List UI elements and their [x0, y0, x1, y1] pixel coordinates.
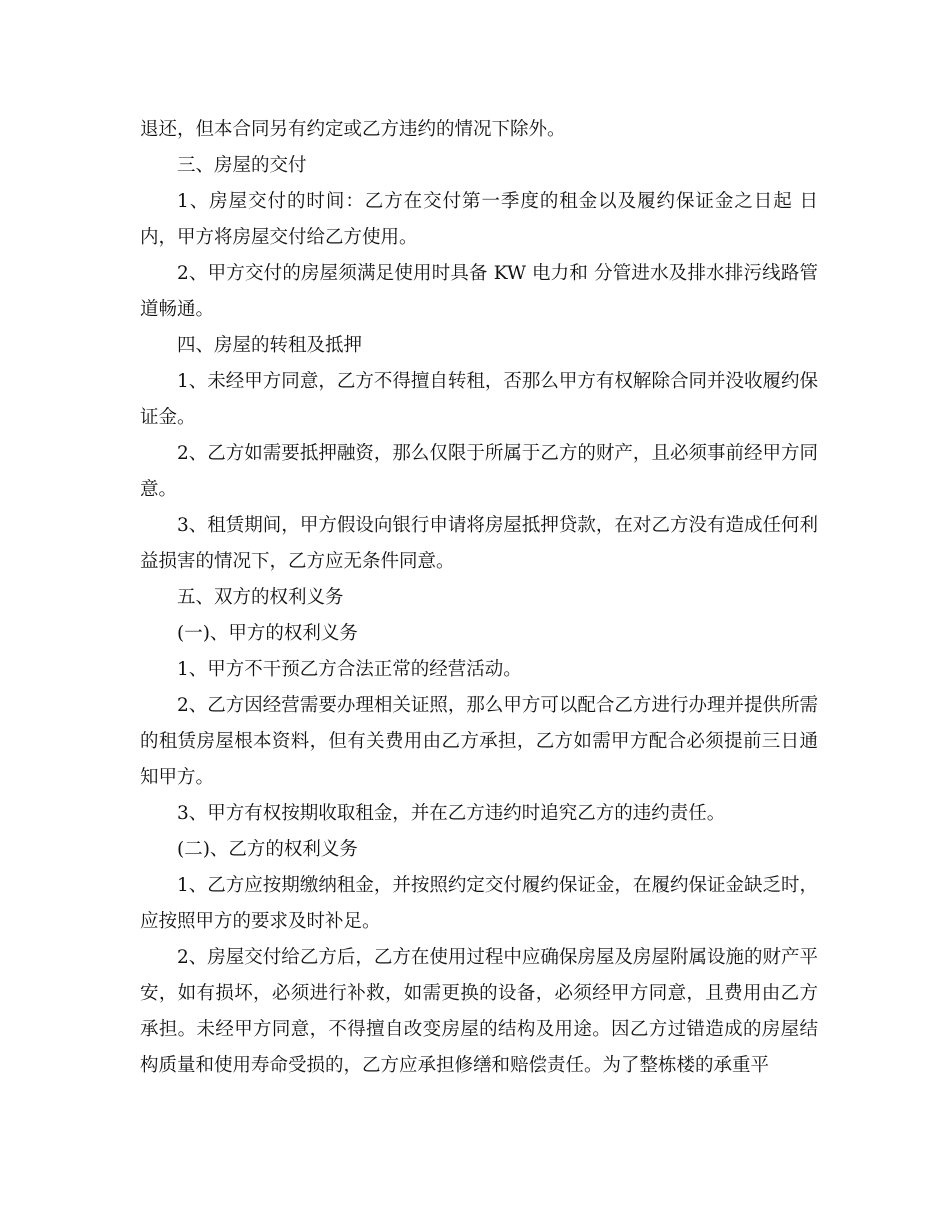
section-heading-delivery: 三、房屋的交付	[177, 155, 307, 176]
paragraph-party-a-2: 2、乙方因经营需要办理相关证照，那么甲方可以配合乙方进行办理并提供所需的租赁房屋根本资料，但有关费用由乙方承担，乙方如需甲方配合必须提前三日通知甲方。	[140, 695, 818, 788]
contract-text-body	[140, 112, 818, 1084]
paragraph-continuation: 退还，但本合同另有约定或乙方违约的情况下除外。	[140, 119, 566, 140]
paragraph-party-a-3: 3、甲方有权按期收取租金，并在乙方违约时追究乙方的违约责任。	[177, 803, 726, 824]
paragraph-sublease-1: 1、未经甲方同意，乙方不得擅自转租，否那么甲方有权解除合同并没收履约保证金。	[140, 371, 818, 428]
section-heading-sublease: 四、房屋的转租及抵押	[177, 335, 363, 356]
paragraph-sublease-3: 3、租赁期间，甲方假设向银行申请将房屋抵押贷款，在对乙方没有造成任何利益损害的情况下，乙方应无条件同意。	[140, 515, 818, 572]
paragraph-delivery-time: 1、房屋交付的时间：乙方在交付第一季度的租金以及履约保证金之日起 日内，甲方将房屋交付给乙方使用。	[140, 191, 818, 248]
paragraph-delivery-conditions: 2、甲方交付的房屋须满足使用时具备 KW 电力和 分管进水及排水排污线路管道畅通。	[140, 263, 818, 320]
paragraph-sublease-2: 2、乙方如需要抵押融资，那么仅限于所属于乙方的财产，且必须事前经甲方同意。	[140, 443, 818, 500]
subsection-heading-party-b: (二)、乙方的权利义务	[177, 839, 358, 860]
paragraph-party-b-1: 1、乙方应按期缴纳租金，并按照约定交付履约保证金，在履约保证金缺乏时，应按照甲方的要求及时补足。	[140, 875, 818, 932]
paragraph-party-a-1: 1、甲方不干预乙方合法正常的经营活动。	[177, 659, 522, 680]
paragraph-party-b-2: 2、房屋交付给乙方后，乙方在使用过程中应确保房屋及房屋附属设施的财产平安，如有损坏，必须进行补救，如需更换的设备，必须经甲方同意，且费用由乙方承担。未经甲方同意，不得擅自改变房屋的结构及用途。因乙方过错造成的房屋结构质量和使用寿命受损的，乙方应承担修缮和赔偿责任。为了整栋楼的承重平	[140, 947, 818, 1076]
section-heading-rights: 五、双方的权利义务	[177, 587, 344, 608]
subsection-heading-party-a: (一)、甲方的权利义务	[177, 623, 358, 644]
